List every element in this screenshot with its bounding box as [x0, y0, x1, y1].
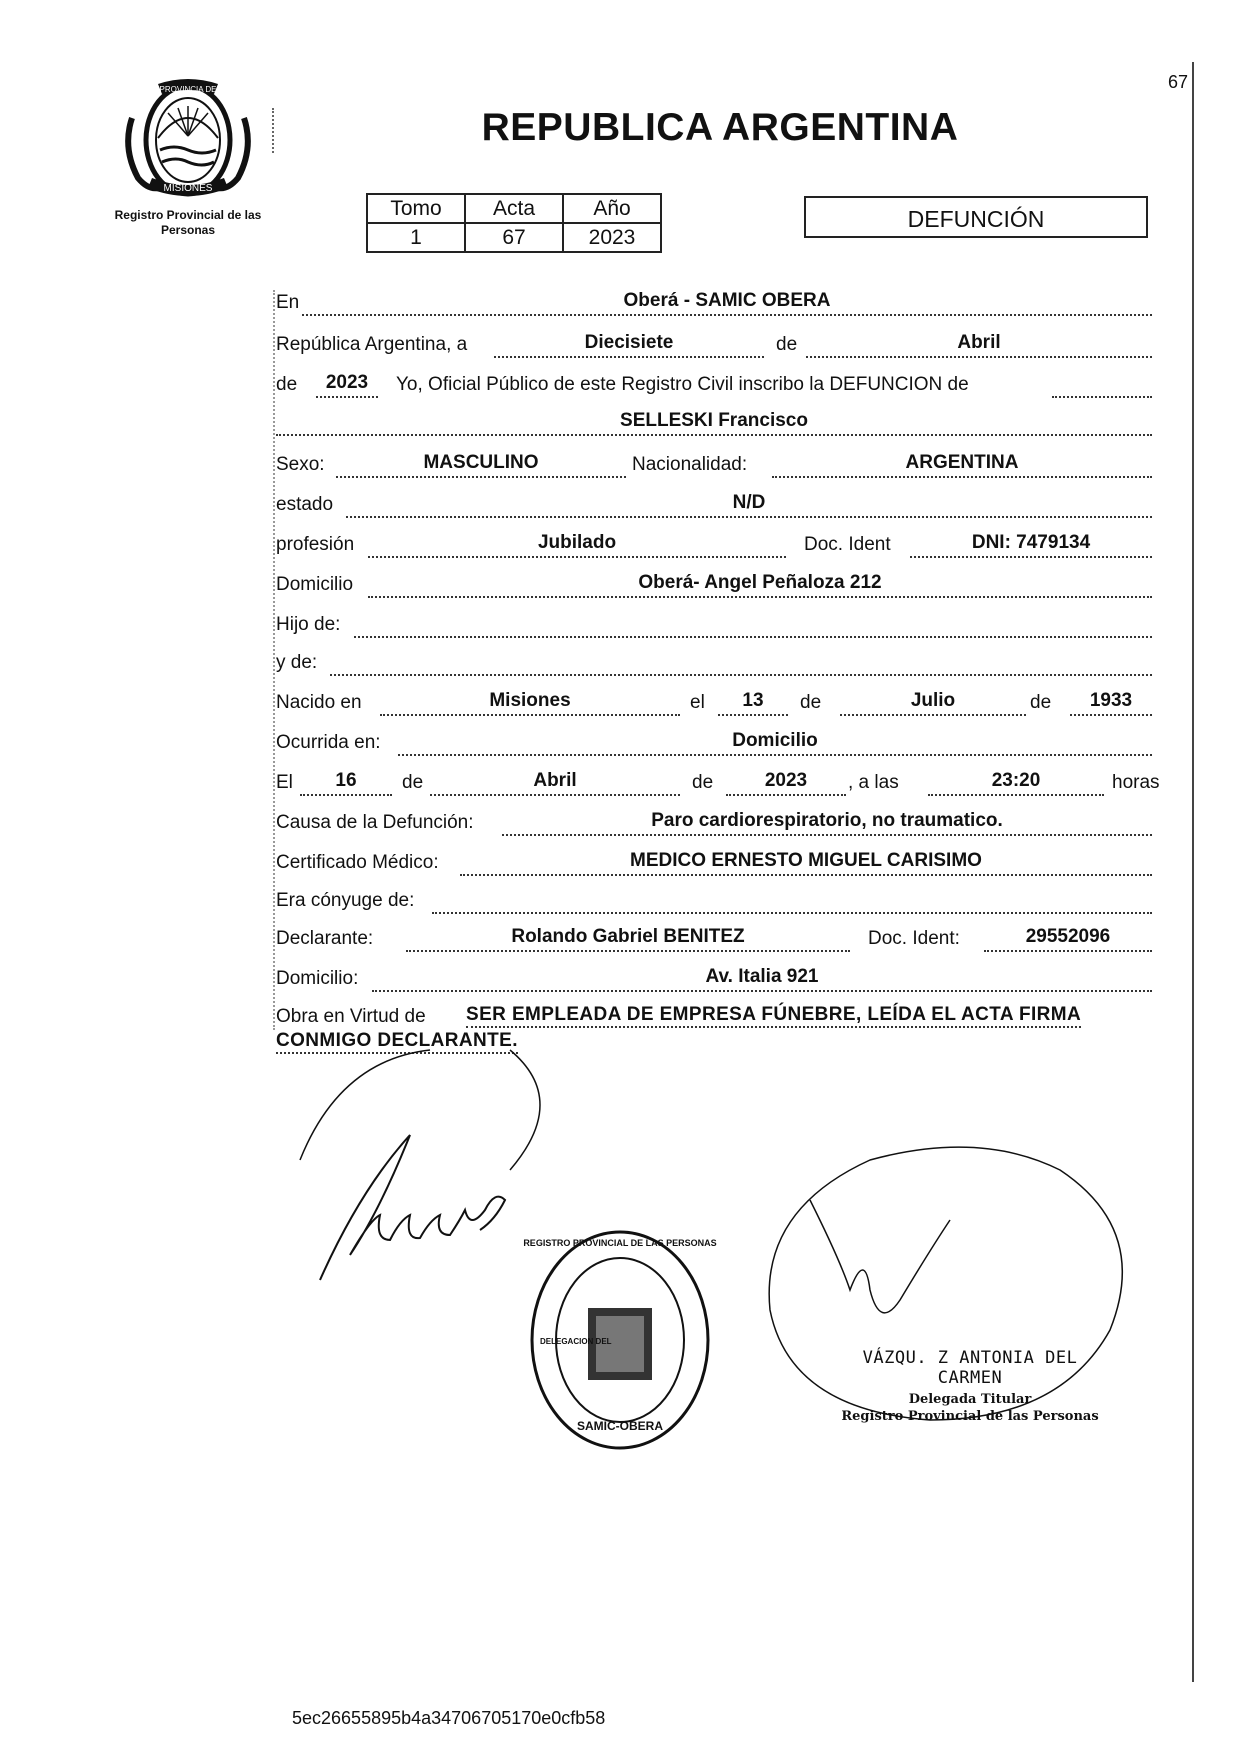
label-doc-ident2: Doc. Ident: — [868, 928, 960, 949]
label-de-f1: de — [402, 772, 424, 793]
label-y-de: y de: — [276, 652, 318, 673]
reference-table — [366, 193, 662, 253]
field-domicilio: Oberá- Angel Peñaloza 212 — [368, 572, 1152, 598]
label-el2: El — [276, 772, 293, 793]
officer-office: Registro Provincial de las Personas — [841, 1409, 1099, 1424]
ref-header-anio: Año — [563, 194, 661, 223]
ref-header-tomo: Tomo — [367, 194, 465, 223]
field-mes: Abril — [806, 332, 1152, 358]
stamp-left-text: DELEGACION DEL — [540, 1337, 612, 1346]
label-de2: de — [276, 374, 298, 395]
field-profesion: Jubilado — [368, 532, 786, 558]
label-doc-ident: Doc. Ident — [804, 534, 891, 555]
field-declarante-doc: 29552096 — [984, 926, 1152, 952]
field-y-de — [330, 650, 1152, 676]
left-margin-dashes — [272, 108, 274, 153]
label-de-n1: de — [800, 692, 822, 713]
ref-value-acta: 67 — [465, 223, 563, 252]
field-documento: DNI: 7479134 — [910, 532, 1152, 558]
label-republica: República Argentina, a — [276, 334, 468, 355]
field-certificado: MEDICO ERNESTO MIGUEL CARISIMO — [460, 850, 1152, 876]
field-nac-dia: 13 — [718, 690, 788, 716]
field-nac-anio: 1933 — [1070, 690, 1152, 716]
field-blank-after-yo — [1052, 372, 1152, 398]
field-def-anio: 2023 — [726, 770, 846, 796]
label-certificado: Certificado Médico: — [276, 852, 439, 873]
office-name: Registro Provincial de las Personas — [114, 208, 262, 237]
ref-header-acta: Acta — [465, 194, 563, 223]
label-nacionalidad: Nacionalidad: — [632, 454, 748, 475]
province-emblem-icon — [118, 78, 258, 208]
stamp-text: REGISTRO PROVINCIAL DE LAS PERSONAS — [523, 1238, 717, 1248]
field-ocurrida-en: Domicilio — [398, 730, 1152, 756]
field-nacionalidad: ARGENTINA — [772, 452, 1152, 478]
label-profesion: profesión — [276, 534, 355, 555]
label-domicilio2: Domicilio: — [276, 968, 359, 989]
label-domicilio: Domicilio — [276, 574, 354, 595]
ref-value-tomo: 1 — [367, 223, 465, 252]
label-hijo-de: Hijo de: — [276, 614, 341, 635]
document-hash: 5ec26655895b4a34706705170e0cfb58 — [292, 1708, 606, 1728]
label-declarante: Declarante: — [276, 928, 374, 949]
label-conyuge: Era cónyuge de: — [276, 890, 415, 911]
page-number: 67 — [1168, 72, 1189, 92]
field-def-dia: 16 — [300, 770, 392, 796]
field-obra-line1: SER EMPLEADA DE EMPRESA FÚNEBRE, LEÍDA EL ACTA FIRMA — [466, 1004, 1081, 1028]
field-nombre: SELLESKI Francisco — [276, 410, 1152, 436]
field-hora: 23:20 — [928, 770, 1104, 796]
label-nacido-en: Nacido en — [276, 692, 362, 713]
right-margin-rule — [1192, 62, 1194, 1682]
officer-role: Delegada Titular — [908, 1392, 1032, 1407]
field-obra-line2: CONMIGO DECLARANTE. — [276, 1030, 518, 1054]
page-title: REPUBLICA ARGENTINA — [481, 106, 959, 149]
field-estado: N/D — [346, 492, 1152, 518]
ref-value-anio: 2023 — [563, 223, 661, 252]
field-nac-mes: Julio — [840, 690, 1026, 716]
field-hijo-de — [354, 612, 1152, 638]
field-dia-letras: Diecisiete — [494, 332, 764, 358]
label-de-f2: de — [692, 772, 714, 793]
emblem-bottom-text: MISIONES — [163, 183, 213, 194]
field-conyuge — [432, 888, 1152, 914]
field-anio: 2023 — [316, 372, 378, 398]
label-obra: Obra en Virtud de — [276, 1006, 426, 1027]
stamp-bottom-text: SAMIC-OBERA — [577, 1419, 663, 1433]
label-ocurrida-en: Ocurrida en: — [276, 732, 381, 753]
label-el: el — [690, 692, 705, 713]
field-declarante: Rolando Gabriel BENITEZ — [406, 926, 850, 952]
label-sexo: Sexo: — [276, 454, 325, 475]
field-lugar: Oberá - SAMIC OBERA — [302, 290, 1152, 316]
left-margin-dashes-body — [273, 290, 275, 1030]
field-nacido-en: Misiones — [380, 690, 680, 716]
label-de-n2: de — [1030, 692, 1052, 713]
document-type-box: DEFUNCIÓN — [804, 196, 1148, 238]
label-de: de — [776, 334, 798, 355]
emblem-top-text: PROVINCIA DE — [159, 85, 217, 94]
label-causa: Causa de la Defunción: — [276, 812, 474, 833]
field-causa: Paro cardiorespiratorio, no traumatico. — [502, 810, 1152, 836]
label-estado: estado — [276, 494, 334, 515]
field-declarante-domicilio: Av. Italia 921 — [372, 966, 1152, 992]
officer-name: VÁZQU. Z ANTONIA DEL CARMEN — [862, 1348, 1078, 1388]
official-stamp-icon — [520, 1220, 720, 1460]
label-horas: horas — [1112, 772, 1160, 793]
label-a-las: , a las — [848, 772, 899, 793]
label-en: En — [276, 292, 300, 313]
field-def-mes: Abril — [430, 770, 680, 796]
field-sexo: MASCULINO — [336, 452, 626, 478]
officer-signature-block — [840, 1348, 1100, 1424]
label-yo: Yo, Oficial Público de este Registro Civil inscribo la DEFUNCION de — [396, 374, 969, 395]
